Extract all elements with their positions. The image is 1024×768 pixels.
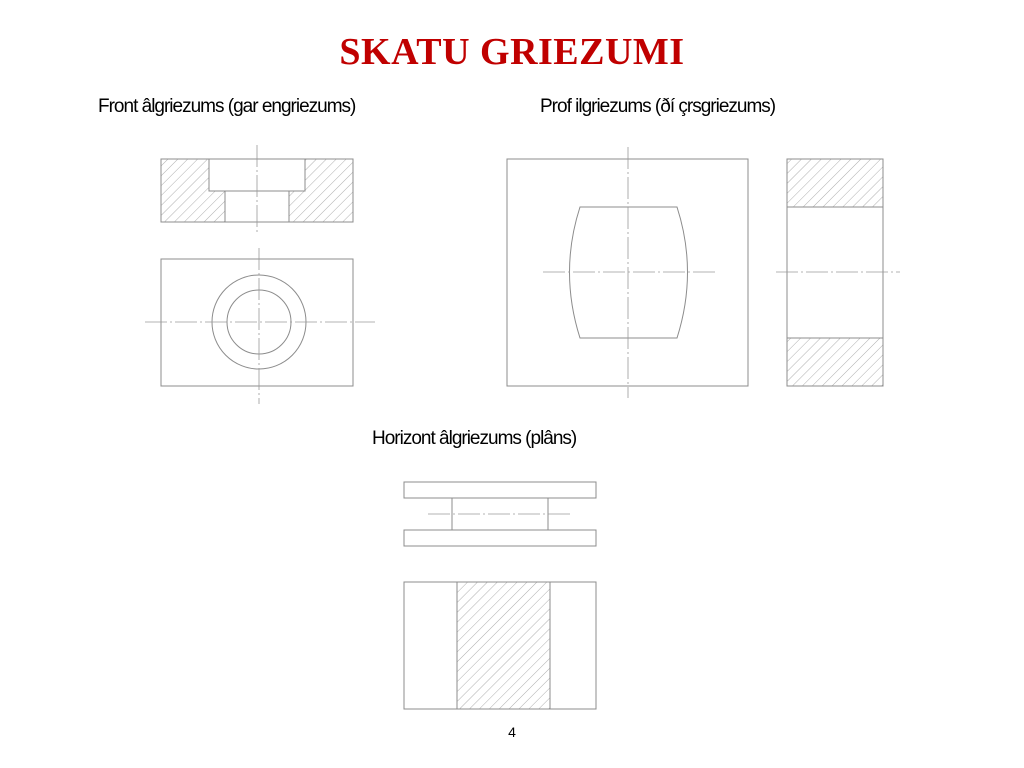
- frontal-section-caption: Front âlgriezums (gar engriezums): [98, 96, 356, 117]
- profile-section-caption: Prof ilgriezums (ðí çrsgriezums): [540, 96, 776, 117]
- horizontal-section-view: [404, 482, 596, 546]
- profile-section-view: [776, 159, 900, 386]
- plan-view: [404, 582, 596, 709]
- top-view: [145, 248, 375, 404]
- page-number: 4: [508, 724, 516, 740]
- frontal-section-view: [161, 145, 353, 234]
- slide-title: SKATU GRIEZUMI: [339, 31, 685, 73]
- profile-view: [507, 147, 748, 398]
- horizontal-section-caption: Horizont âlgriezums (plâns): [372, 428, 577, 449]
